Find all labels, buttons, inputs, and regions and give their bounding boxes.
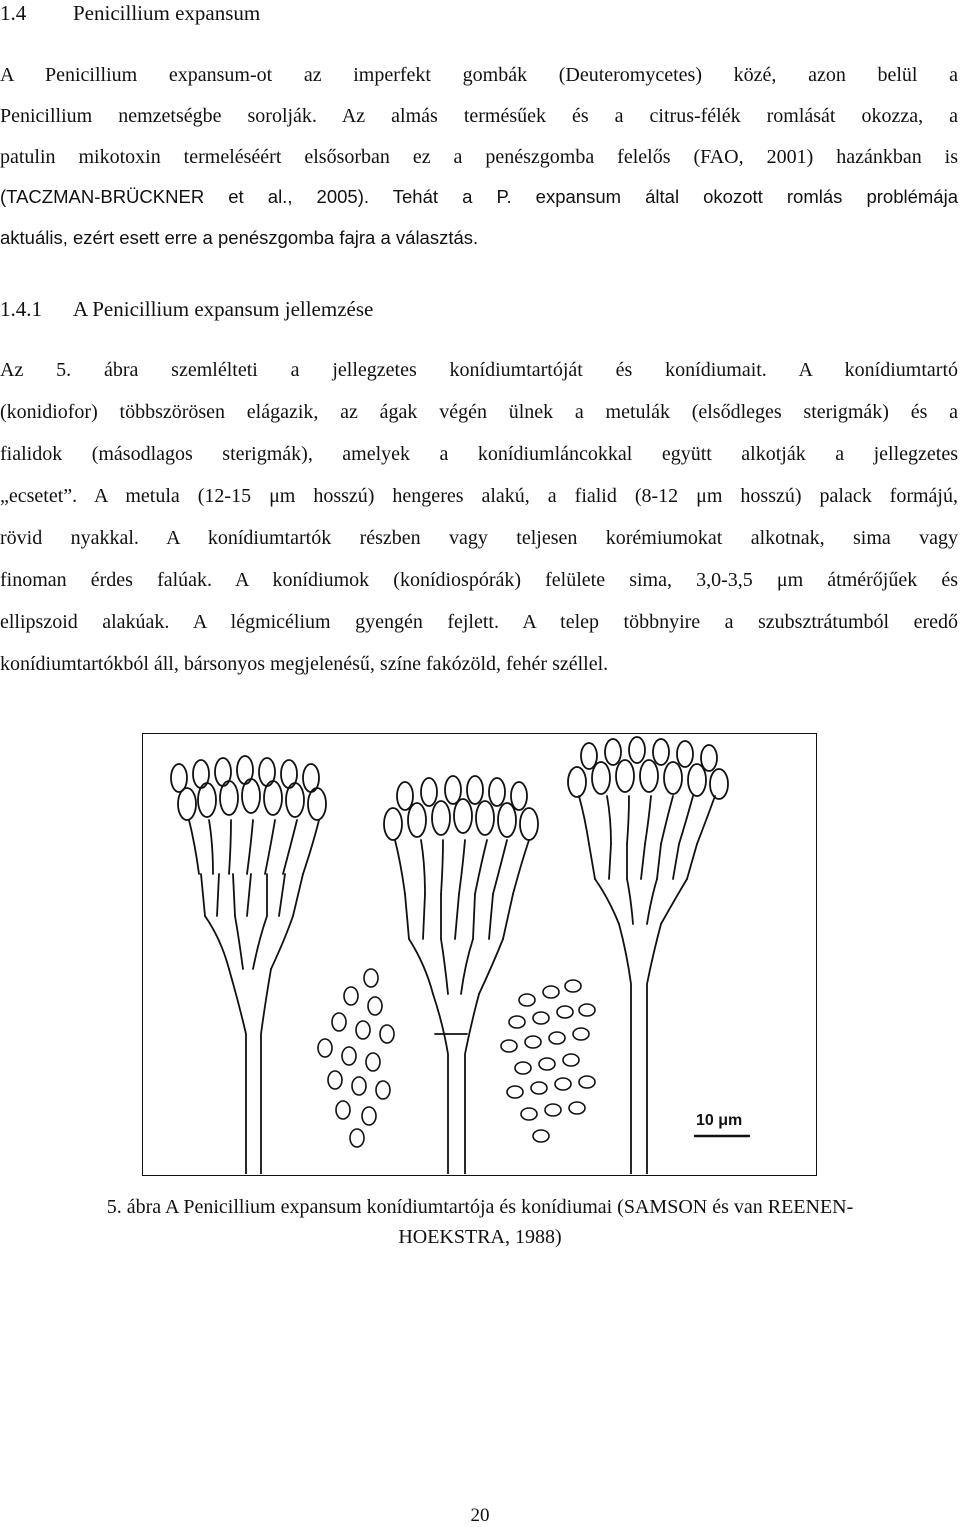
page-number: 20 [470, 1505, 490, 1526]
section-title: Penicillium expansum [73, 1, 261, 25]
paragraph-line: ellipszoid alakúak. A légmicélium gyengén fejlett. A telep többnyire a szubsztrátumból eredő [0, 611, 958, 633]
paragraph-description [0, 349, 958, 685]
conidiophore-right [568, 737, 728, 1174]
figure-illustration [142, 733, 817, 1176]
scale-label: 10 μm [696, 1112, 743, 1129]
conidia-cluster-middle [501, 980, 595, 1142]
subsection-number: 1.4.1 [0, 297, 42, 321]
conidiophore-middle [384, 776, 538, 1174]
paragraph-line: „ecsetet”. A metula (12-15 μm hosszú) hengeres alakú, a fialid (8-12 μm hosszú) palack formájú, [0, 485, 958, 507]
paragraph-line: A Penicillium expansum-ot az imperfekt gombák (Deuteromycetes) közé, azon belül a [0, 64, 958, 86]
subsection-heading [0, 296, 373, 322]
paragraph-line: Penicillium nemzetségbe sorolják. Az almás termésűek és a citrus-félék romlását okozza, a [0, 104, 958, 127]
conidia-cluster-left [318, 969, 394, 1147]
caption-line: HOEKSTRA, 1988) [398, 1226, 562, 1248]
section-number: 1.4 [0, 1, 27, 25]
paragraph-line: Az 5. ábra szemlélteti a jellegzetes konídiumtartóját és konídiumait. A konídiumtartó [0, 359, 958, 381]
paragraph-line: fialidok (másodlagos sterigmák), amelyek a konídiumláncokkal együtt alkotják a jellegzetes [0, 443, 958, 465]
caption-line: 5. ábra A Penicillium expansum konídiumtartója és konídiumai (SAMSON és van REENEN- [106, 1196, 854, 1218]
paragraph-line: konídiumtartókból áll, bársonyos megjelenésű, színe fakózöld, fehér széllel. [0, 653, 609, 675]
paragraph-line: rövid nyakkal. A konídiumtartók részben vagy teljesen korémiumokat alkotnak, sima vagy [0, 527, 958, 549]
penicillium-drawing [143, 734, 815, 1174]
figure-caption [0, 1192, 960, 1252]
paragraph-line: (konidiofor) többszörösen elágazik, az ágak végén ülnek a metulák (elsődleges sterigmák) és a [0, 401, 958, 423]
paragraph-line: finoman érdes falúak. A konídiumok (konídiospórák) felülete sima, 3,0-3,5 μm átmérőjűek és [0, 569, 958, 591]
conidiophore-left [171, 756, 326, 1174]
paragraph-line: (TACZMAN-BRÜCKNER et al., 2005). Tehát a P. expansum által okozott romlás problémája [0, 186, 958, 208]
paragraph-intro [0, 55, 958, 259]
paragraph-line: aktuális, ezért esett erre a penészgomba fajra a választás. [0, 227, 479, 249]
subsection-title: A Penicillium expansum jellemzése [73, 297, 374, 321]
paragraph-line: patulin mikotoxin termeléséért elsősorban ez a penészgomba felelős (FAO, 2001) hazánkban is [0, 145, 958, 168]
section-heading [0, 0, 260, 26]
